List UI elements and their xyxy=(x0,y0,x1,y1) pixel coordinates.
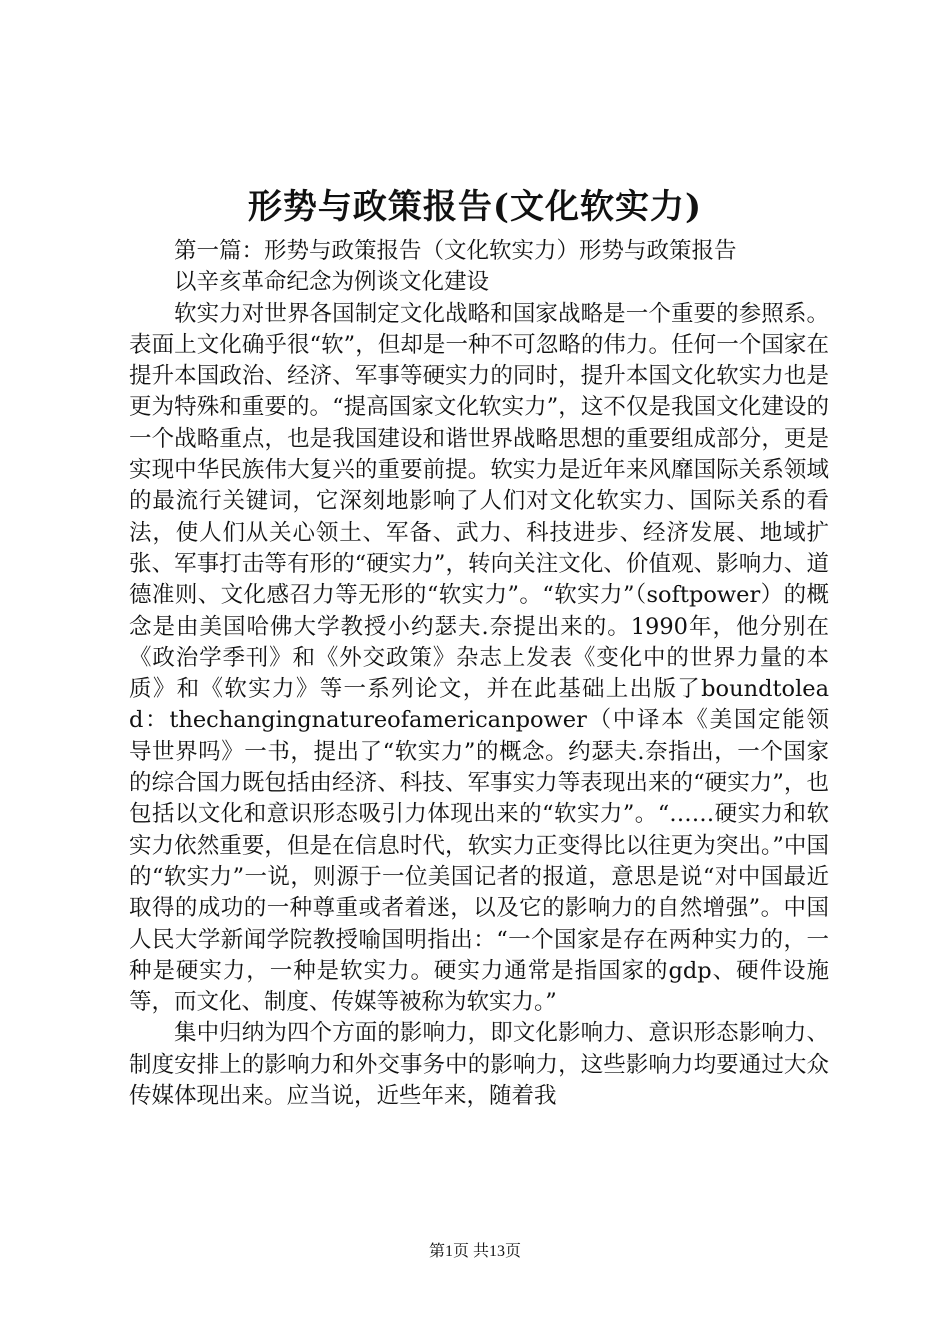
paragraph-main: 软实力对世界各国制定文化战略和国家战略是一个重要的参照系。表面上文化确乎很“软”，但却是一种不可忽略的伟力。任何一个国家在提升本国政治、经济、军事等硬实力的同时，提升本国文化软实力也是更为特殊和重要的。“提高国家文化软实力”，这不仅是我国文化建设的一个战略重点，也是我国建设和谐世界战略思想的重要组成部分，更是实现中华民族伟大复兴的重要前提。软实力是近年来风靡国际关系领域的最流行关键词，它深刻地影响了人们对文化软实力、国际关系的看法，使人们从关心领土、军备、武力、科技进步、经济发展、地域扩张、军事打击等有形的“硬实力”，转向关注文化、价值观、影响力、道德准则、文化感召力等无形的“软实力”。“软实力”（softpower）的概念是由美国哈佛大学教授小约瑟夫.奈提出来的。1990年，他分别在《政治学季刊》和《外交政策》杂志上发表《变化中的世界力量的本质》和《软实力》等一系列论文，并在此基础上出版了boundtolead：thechangingnatureofamericanpower（中译本《美国定能领导世界吗》一书，提出了“软实力”的概念。约瑟夫.奈指出，一个国家的综合国力既包括由经济、科技、军事实力等表现出来的“硬实力”，也包括以文化和意识形态吸引力体现出来的“软实力”。“……硬实力和软实力依然重要，但是在信息时代，软实力正变得比以往更为突出。”中国的“软实力”一说，则源于一位美国记者的报道，意思是说“对中国最近取得的成功的一种尊重或者着迷，以及它的影响力的自然增强”。中国人民大学新闻学院教授喻国明指出：“一个国家是存在两种实力的，一种是硬实力，一种是软实力。硬实力通常是指国家的gdp、硬件设施等，而文化、制度、传媒等被称为软实力。” xyxy=(129,300,829,1016)
document-body xyxy=(129,236,829,1112)
paragraph-heading: 第一篇：形势与政策报告（文化软实力）形势与政策报告 xyxy=(174,238,737,264)
document-title: 形势与政策报告(文化软实力) xyxy=(247,187,703,227)
paragraph-continued: 集中归纳为四个方面的影响力，即文化影响力、意识形态影响力、制度安排上的影响力和外交事务中的影响力，这些影响力均要通过大众传媒体现出来。应当说，近些年来，随着我 xyxy=(129,1020,829,1110)
paragraph-subheading: 以辛亥革命纪念为例谈文化建设 xyxy=(174,269,490,296)
page-footer: 第1页 共13页 xyxy=(428,1243,521,1260)
